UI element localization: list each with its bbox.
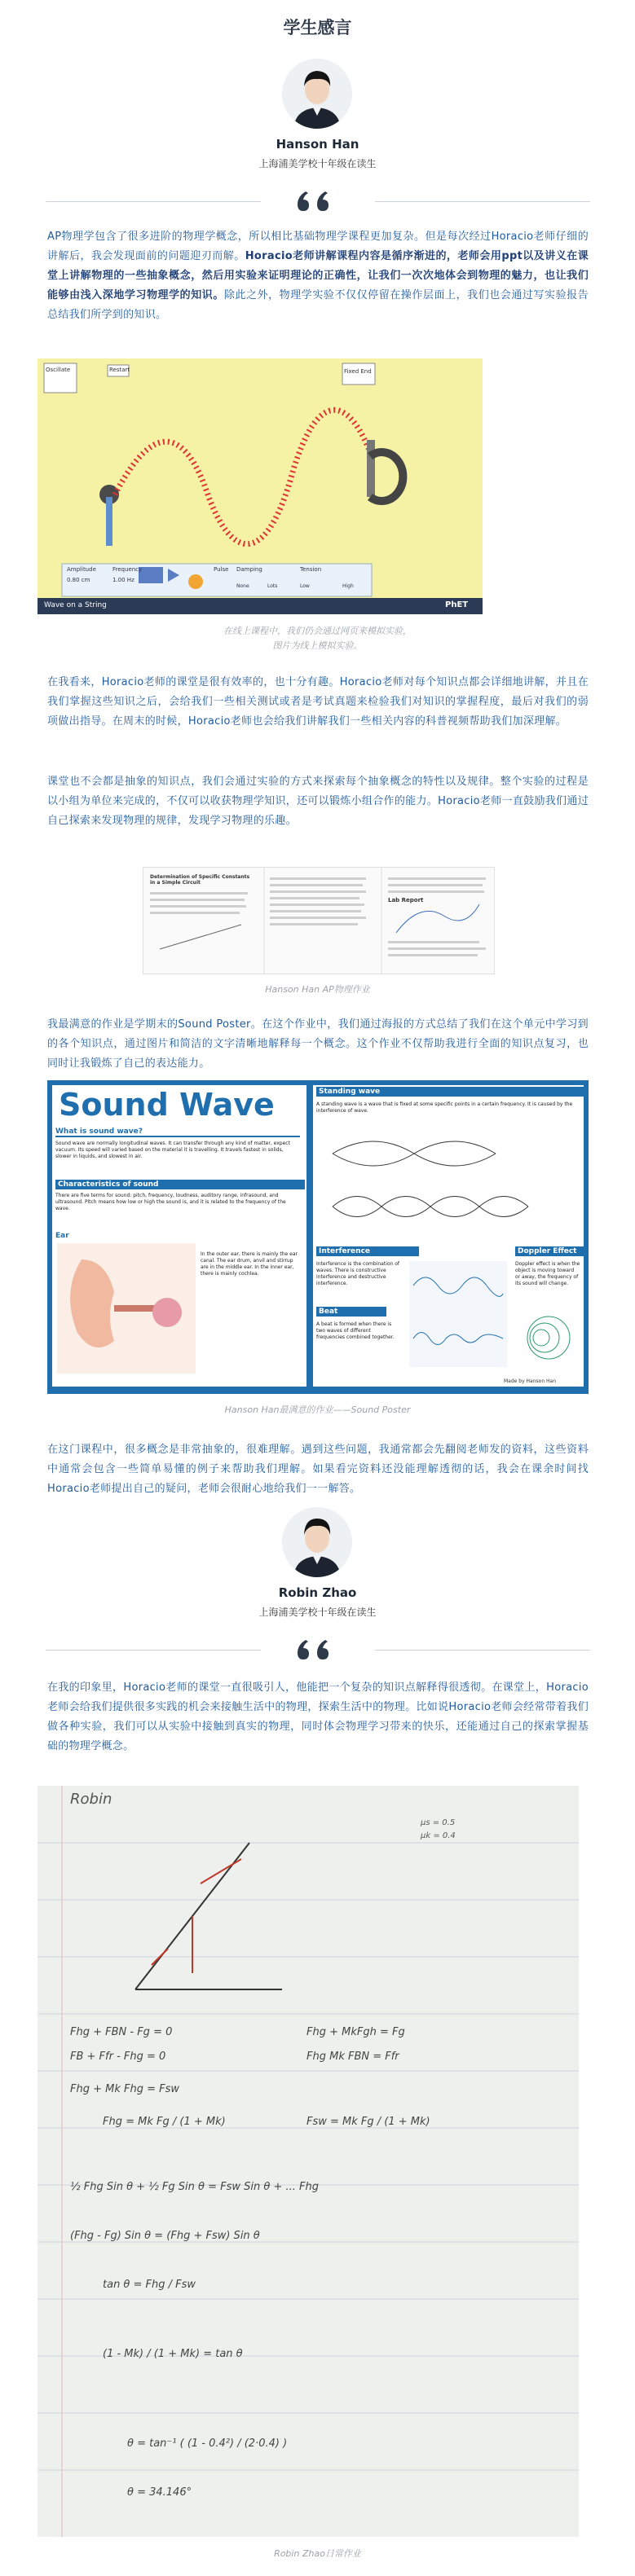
poster-what-heading: What is sound wave?	[55, 1128, 300, 1137]
avatar-portrait-icon	[282, 1507, 352, 1577]
paragraph-6: 在我的印象里，Horacio老师的课堂一直很吸引人，他能把一个复杂的知识点解释得很透彻。在课堂上，Horacio老师会给我们提供很多实践的机会来接触生活中的物理，探索生活中的物理。比如说Horacio老师会经常带着我们做各种实验，我们可以从实验中接触到真实的物理，同时体会物理学习带来的快乐，还能通过自己的探索掌握基础的物理学概念。	[47, 1681, 589, 1752]
avatar-portrait-icon	[282, 59, 352, 129]
sim-pulse-label: Pulse	[214, 566, 229, 573]
poster-interference-text: Interference is the combination of waves. There is constructive interference and destructive interference.	[316, 1261, 400, 1286]
notes-line: Fsw = Mk Fg / (1 + Mk)	[306, 2116, 430, 2128]
lab-report-images	[143, 867, 495, 974]
divider	[46, 201, 261, 202]
quote-icon	[294, 188, 340, 213]
report-title-2: Lab Report	[388, 897, 424, 903]
student-name: Hanson Han	[276, 137, 359, 152]
student-school: 上海浦美学校十年级在读生	[258, 158, 377, 169]
notes-line: Fhg + Mk Fhg = Fsw	[70, 2083, 180, 2095]
sim-frequency-label: Frequency	[112, 566, 143, 573]
caption-simulation-2: 图片为线上模拟实验。	[272, 640, 363, 651]
sim-tension-label: Tension	[300, 566, 322, 573]
notes-line: FB + Ffr - Fhg = 0	[70, 2051, 166, 2063]
poster-credit: Made by Hanson Han	[504, 1378, 557, 1384]
poster-beat-text: A beat is formed when there is two waves of different frequencies combined together.	[316, 1321, 395, 1340]
poster-doppler-text: Doppler effect is when the object is moving toward or away, the frequency of its sound will change.	[515, 1261, 580, 1286]
sim-tension-high: High	[342, 583, 354, 589]
divider	[46, 1650, 261, 1651]
sim-fixed-end-label: Fixed End	[344, 368, 372, 375]
notes-line: θ = 34.146°	[127, 2486, 192, 2499]
page-title: 学生感言	[283, 18, 352, 37]
student-school: 上海浦美学校十年级在读生	[258, 1607, 377, 1618]
poster-characteristics-text: There are five terms for sound: pitch, frequency, loudness, auditory range, infrasound, and ultrasound. Pitch means how low or high the sound is, and it is related to the frequency of the wave.	[55, 1193, 286, 1211]
notes-line: Fhg = Mk Fg / (1 + Mk)	[103, 2116, 226, 2128]
caption-homework: Hanson Han AP物理作业	[265, 984, 370, 995]
interference-and-beat-graphs	[409, 1261, 507, 1367]
wave-simulation-screenshot	[37, 358, 483, 614]
handwritten-homework-photo	[37, 1786, 579, 2537]
paragraph-1: AP物理学包含了很多进阶的物理学概念，所以相比基础物理学课程更加复杂。但是每次经过Horacio老师仔细的讲解后，我会发现面前的问题迎刃而解。Horacio老师讲解课程内容是循序渐进的，老师会用ppt以及讲义在课堂上讲解物理的一些抽象概念，然后用实验来证明理论的正确性，让我们一次次地体会到物理的魅力，也让我们能够由浅入深地学习物理学的知识。除此之外，物理学实验不仅仅停留在操作层面上，我们也会通过写实验报告总结我们所学到的知识。	[47, 231, 589, 321]
poster-ear-text: In the outer ear, there is mainly the ear canal. The ear drum, anvil and stirrup are in the middle ear. In the inner ear, there is mainly cochlea.	[201, 1251, 298, 1277]
quote-icon	[294, 1637, 340, 1661]
notes-line: (Fhg - Fg) Sin θ = (Fhg + Fsw) Sin θ	[70, 2230, 260, 2242]
poster-title: Sound Wave	[59, 1087, 275, 1123]
divider	[375, 1650, 590, 1651]
poster-beat-heading: Beat	[316, 1307, 386, 1317]
notes-line: ½ Fhg Sin θ + ½ Fg Sin θ = Fsw Sin θ + ... Fhg	[70, 2181, 319, 2193]
notes-line: Fhg Mk FBN = Ffr	[306, 2051, 399, 2063]
avatar-robin	[282, 1507, 352, 1577]
poster-standing-text: A standing wave is a wave that is fixed at some specific points in a certain frequency. It is caused by the interference of wave.	[316, 1101, 573, 1114]
notes-line: tan θ = Fhg / Fsw	[103, 2279, 196, 2291]
paragraph-5: 在这门课程中，很多概念是非常抽象的，很难理解。遇到这些问题，我通常都会先翻阅老师发的资料，这些资料中通常会包含一些简单易懂的例子来帮助我们理解。如果看完资料还没能理解透彻的话，我会在课余时间找Horacio老师提出自己的疑问，老师会很耐心地给我们一一解答。	[47, 1444, 589, 1495]
sound-wave-poster	[47, 1080, 589, 1394]
doppler-effect-diagram	[518, 1313, 579, 1362]
notes-name: Robin	[70, 1791, 112, 1808]
sim-frequency-value: 1.00 Hz	[112, 577, 134, 583]
standing-wave-diagrams	[324, 1129, 569, 1235]
notes-line: Fhg + MkFgh = Fg	[306, 2026, 405, 2038]
ear-anatomy-image	[57, 1243, 196, 1374]
sim-damping-label: Damping	[236, 566, 262, 573]
report-title-1: Determination of Specific Constants in a Simple Circuit	[150, 874, 250, 886]
notes-side-value-1: μs = 0.5	[421, 1818, 456, 1827]
avatar-hanson	[282, 59, 352, 129]
sim-tension-low: Low	[300, 583, 310, 589]
caption-simulation-1: 在线上课程中，我们仍会通过网页来模拟实验，	[223, 626, 412, 636]
notes-line: Fhg + FBN - Fg = 0	[70, 2026, 173, 2038]
notes-line: (1 - Mk) / (1 + Mk) = tan θ	[103, 2348, 243, 2360]
sim-restart-button[interactable]: Restart	[109, 367, 130, 373]
poster-doppler-heading: Doppler Effect	[515, 1246, 584, 1256]
caption-notes: Robin Zhao日常作业	[274, 2548, 361, 2559]
sim-oscillate-label: Oscillate	[46, 367, 71, 373]
sim-title: Wave on a String	[44, 601, 107, 609]
poster-ear-heading: Ear	[55, 1232, 69, 1240]
poster-what-text: Sound wave are normally longitudinal waves. It can transfer through any kind of matter, expect vacuum. Its speed will varied based on the material it is travelling. It travels fastest in solids, slower in liquids, and slowest in air.	[55, 1141, 290, 1159]
poster-interference-heading: Interference	[316, 1246, 419, 1256]
student-name: Robin Zhao	[278, 1585, 357, 1600]
paragraph-4: 我最满意的作业是学期末的Sound Poster。在这个作业中，我们通过海报的方式总结了我们在这个单元中学习到的各个知识点，通过图片和简洁的文字清晰地解释每一个概念。这个作业不仅帮助我进行全面的知识点复习，也同时让我锻炼了自己的表达能力。	[47, 1018, 589, 1070]
sim-damping-high: Lots	[267, 583, 278, 589]
poster-characteristics-heading: Characteristics of sound	[55, 1180, 305, 1189]
paragraph-3: 课堂也不会都是抽象的知识点，我们会通过实验的方式来探索每个抽象概念的特性以及规律。整个实验的过程是以小组为单位来完成的，不仅可以收获物理学知识，还可以锻炼小组合作的能力。Horacio老师一直鼓励我们通过自己探索来发现物理的规律，发现学习物理的乐趣。	[47, 776, 589, 827]
poster-standing-heading: Standing wave	[316, 1087, 584, 1097]
divider	[375, 201, 590, 202]
paragraph-2: 在我看来，Horacio老师的课堂是很有效率的，也十分有趣。Horacio老师对每个知识点都会详细地讲解，并且在我们掌握这些知识之后，会给我们一些相关测试或者是考试真题来检验我们对知识的掌握程度，最后对我们的弱项做出指导。在周末的时候，Horacio老师也会给我们讲解我们一些相关内容的科普视频帮助我们加深理解。	[47, 676, 589, 728]
caption-poster: Hanson Han最满意的作业——Sound Poster	[224, 1404, 411, 1415]
sim-amplitude-value: 0.80 cm	[67, 577, 90, 583]
sim-damping-low: None	[236, 583, 249, 589]
notes-line: θ = tan⁻¹ ( (1 - 0.4²) / (2·0.4) )	[127, 2438, 288, 2450]
sim-brand-logo: PhET	[445, 600, 469, 609]
sim-amplitude-label: Amplitude	[67, 566, 96, 573]
notes-side-value-2: μk = 0.4	[421, 1831, 456, 1840]
